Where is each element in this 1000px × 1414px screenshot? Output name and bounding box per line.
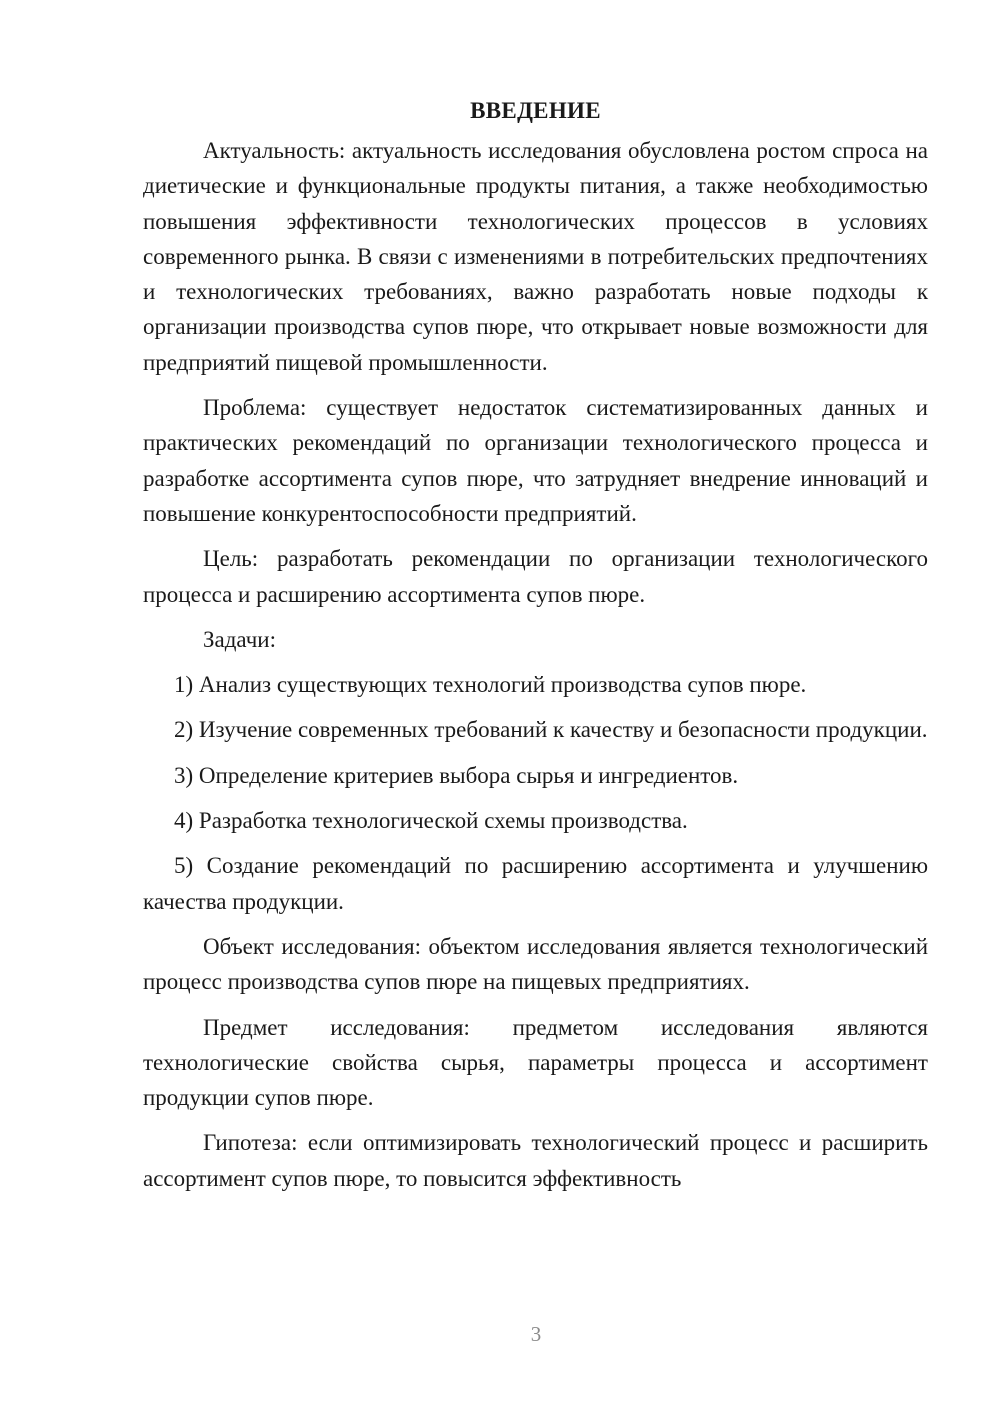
page-number: 3 xyxy=(530,1322,542,1346)
paragraph-goal: Цель: разработать рекомендации по организации технологического процесса и расширению ассортимента супов пюре. xyxy=(143,546,928,607)
paragraph-subject: Предмет исследования: предметом исследования являются технологические свойства сырья, параметры процесса и ассортимент продукции супов пюре. xyxy=(143,1014,928,1111)
task-item: 4) Разработка технологической схемы производства. xyxy=(174,808,688,834)
paragraph-hypothesis: Гипотеза: если оптимизировать технологический процесс и расширить ассортимент супов пюре, то повысится эффективность xyxy=(143,1130,928,1191)
paragraph-object: Объект исследования: объектом исследования является технологический процесс производства супов пюре на пищевых предприятиях. xyxy=(143,933,928,995)
task-item: 2) Изучение современных требований к качеству и безопасности продукции. xyxy=(174,717,928,743)
tasks-label: Задачи: xyxy=(203,626,276,652)
page-content xyxy=(143,93,928,1206)
paragraph-relevance: Актуальность: актуальность исследования обусловлена ростом спроса на диетические и функциональные продукты питания, а также необходимостью повышения эффективности технологических процессов в условиях современного рынка. В связи с изменениями в потребительских предпочтениях и технологических требованиях, важно разработать новые подходы к организации производства супов пюре, что открывает новые возможности для предприятий пищевой промышленности. xyxy=(143,138,928,375)
paragraph-problem: Проблема: существует недостаток систематизированных данных и практических рекомендаций по организации технологического процесса и разработке ассортимента супов пюре, что затрудняет внедрение инноваций и повышение конкурентоспособности предприятий. xyxy=(143,395,928,526)
task-item: 5) Создание рекомендаций по расширению ассортимента и улучшению качества продукции. xyxy=(143,853,928,914)
task-item: 1) Анализ существующих технологий производства супов пюре. xyxy=(174,672,807,698)
task-item: 3) Определение критериев выбора сырья и ингредиентов. xyxy=(174,762,739,788)
page-title: ВВЕДЕНИЕ xyxy=(470,98,601,123)
